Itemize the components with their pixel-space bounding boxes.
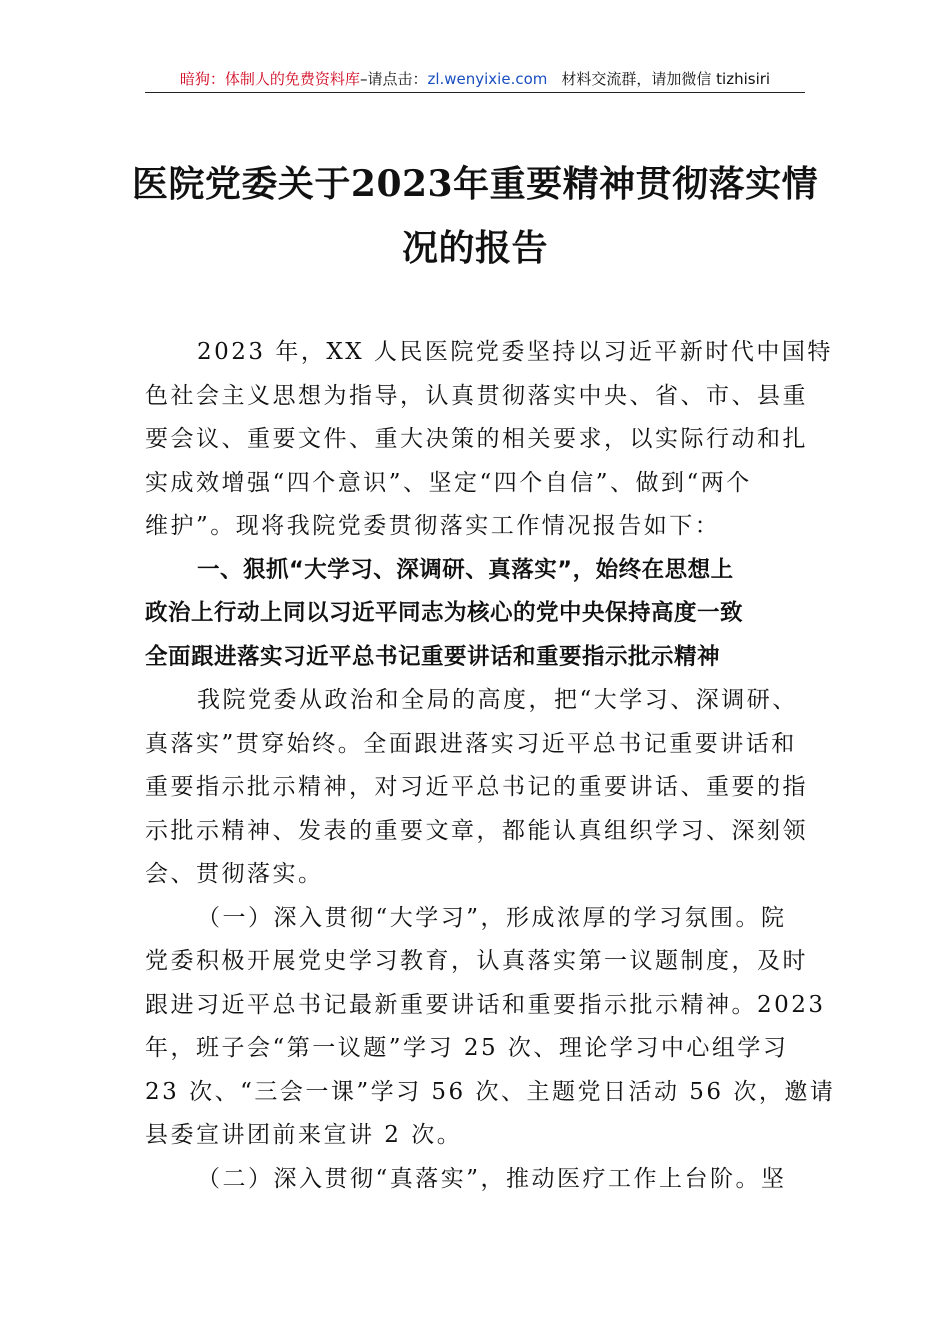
text-line: 23 次、“三会一课”学习 56 次、主题党日活动 56 次，邀请 (145, 1078, 836, 1105)
text-line: 会、贯彻落实。 (145, 861, 324, 887)
header-contact: 材料交流群，请加微信 tizhisiri (561, 70, 771, 88)
paragraph-intro (145, 331, 833, 549)
section-heading-1 (145, 549, 807, 680)
heading-line: 一、狠抓“大学习、深调研、真落实”，始终在思想上 (197, 556, 734, 583)
text-line: 要会议、重要文件、重大决策的相关要求，以实际行动和扎 (145, 426, 808, 452)
header-brand: 暗狗：体制人的免费资料库 (179, 70, 360, 88)
text-line: 色社会主义思想为指导，认真贯彻落实中央、省、市、县重 (145, 382, 808, 409)
header-prompt: –请点击： (359, 70, 428, 88)
title-line-1: 医院党委关于2023年重要精神贯彻落实情 (131, 163, 819, 205)
document-title (130, 152, 820, 280)
paragraph-3 (145, 1158, 807, 1202)
text-line: （二）深入贯彻“真落实”，推动医疗工作上台阶。坚 (197, 1165, 787, 1192)
heading-line: 全面跟进落实习近平总书记重要讲话和重要指示批示精神 (145, 643, 721, 670)
header-url-link[interactable]: zl.wenyixie.com (427, 70, 548, 88)
text-line: （一）深入贯彻“大学习”，形成浓厚的学习氛围。院 (197, 904, 787, 931)
page-header (145, 66, 805, 93)
text-line: 县委宣讲团前来宣讲 2 次。 (145, 1122, 463, 1148)
text-line: 跟进习近平总书记最新重要讲话和重要指示批示精神。2023 (145, 991, 826, 1018)
title-line-2: 况的报告 (401, 227, 548, 269)
text-line: 维护”。现将我院党委贯彻落实工作情况报告如下： (145, 513, 721, 539)
text-line: 党委积极开展党史学习教育，认真落实第一议题制度，及时 (145, 948, 808, 974)
text-line: 2023 年，XX 人民医院党委坚持以习近平新时代中国特 (197, 339, 833, 365)
paragraph-1 (145, 679, 807, 897)
text-line: 重要指示批示精神，对习近平总书记的重要讲话、重要的指 (145, 774, 808, 800)
text-line: 我院党委从政治和全局的高度，把“大学习、深调研、 (197, 687, 798, 713)
text-line: 示批示精神、发表的重要文章，都能认真组织学习、深刻领 (145, 817, 808, 844)
heading-line: 政治上行动上同以习近平同志为核心的党中央保持高度一致 (145, 600, 744, 626)
document-body (145, 331, 836, 1201)
text-line: 年，班子会“第一议题”学习 25 次、理论学习中心组学习 (145, 1035, 789, 1061)
paragraph-2 (145, 897, 836, 1158)
text-line: 真落实”贯穿始终。全面跟进落实习近平总书记重要讲话和 (145, 730, 797, 757)
text-line: 实成效增强“四个意识”、坚定“四个自信”、做到“两个 (145, 469, 752, 496)
